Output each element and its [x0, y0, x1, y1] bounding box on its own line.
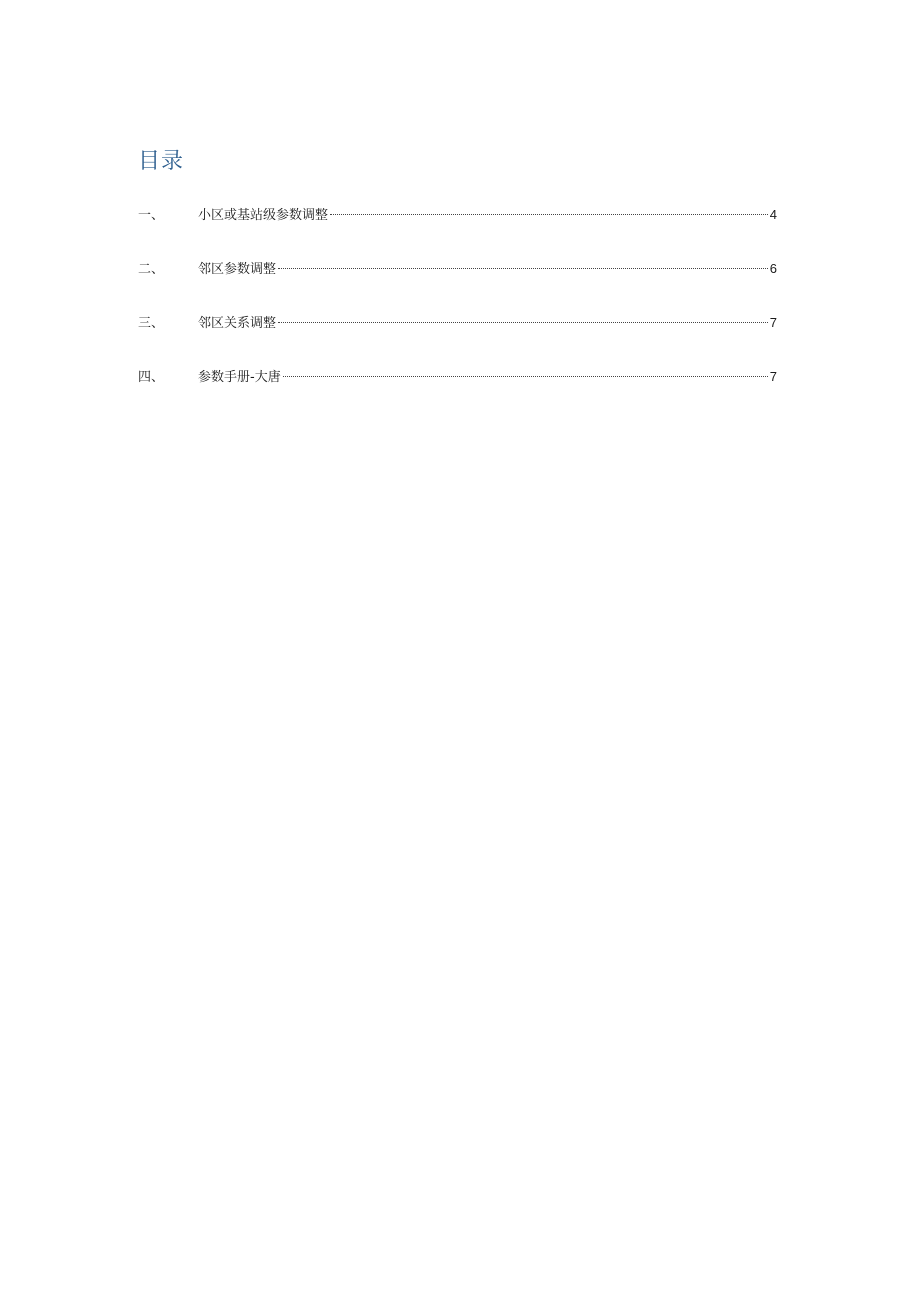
toc-entry-page: 7: [769, 369, 777, 384]
toc-entry[interactable]: [138, 367, 777, 387]
toc-dot-leader: [330, 214, 768, 215]
toc-entry[interactable]: [138, 313, 777, 333]
toc-entry-page: 4: [769, 207, 777, 222]
toc-list: [138, 205, 777, 421]
toc-entry-text: 邻区参数调整: [198, 262, 277, 277]
toc-entry-number: 一、: [138, 208, 165, 223]
toc-dot-leader: [278, 322, 768, 323]
toc-entry-number: 三、: [138, 316, 165, 331]
toc-entry-number: 四、: [138, 370, 165, 385]
toc-entry[interactable]: [138, 259, 777, 279]
toc-entry[interactable]: [138, 205, 777, 225]
toc-entry-page: 7: [769, 315, 777, 330]
toc-title: 目录: [138, 149, 185, 174]
toc-entry-text: 邻区关系调整: [198, 316, 277, 331]
toc-dot-leader: [283, 376, 768, 377]
toc-entry-page: 6: [769, 261, 777, 276]
toc-entry-text: 参数手册-大唐: [198, 370, 281, 385]
toc-dot-leader: [278, 268, 768, 269]
toc-entry-number: 二、: [138, 262, 165, 277]
toc-entry-text: 小区或基站级参数调整: [198, 208, 329, 223]
